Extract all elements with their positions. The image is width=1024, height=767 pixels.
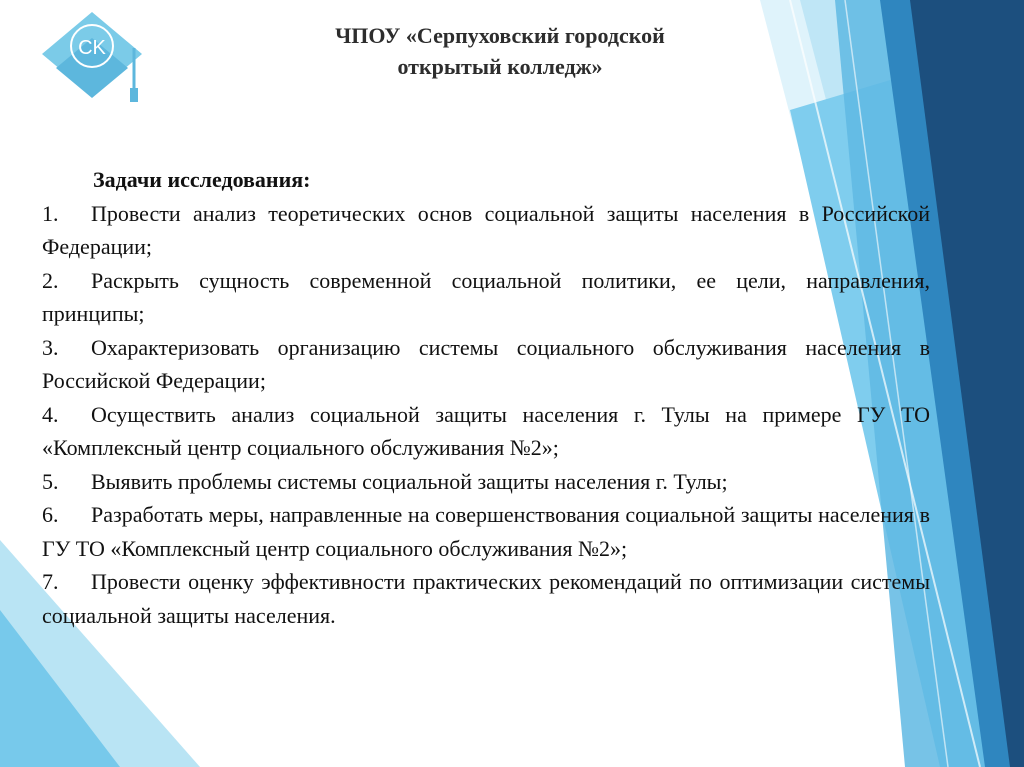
page-title xyxy=(230,20,770,82)
task-number: 7. xyxy=(42,569,59,594)
task-item xyxy=(42,465,930,499)
task-item xyxy=(42,264,930,331)
task-text: Раскрыть сущность современной социальной политики, ее цели, направления, принципы; xyxy=(42,267,930,326)
task-number: 2. xyxy=(42,267,59,293)
title-line-2: открытый колледж» xyxy=(397,54,603,79)
task-text: Осуществить анализ социальной защиты населения г. Тулы на примере ГУ ТО «Комплексный центр социального обслуживания №2»; xyxy=(42,401,930,460)
task-item xyxy=(42,331,930,398)
task-text: Провести анализ теоретических основ социальной защиты населения в Российской Федерации; xyxy=(42,200,930,259)
task-item xyxy=(42,197,930,264)
task-number: 3. xyxy=(42,334,59,360)
task-number: 4. xyxy=(42,401,59,427)
logo-text: CK xyxy=(78,37,106,59)
task-text: Провести оценку эффективности практических рекомендаций по оптимизации системы социальной защиты населения. xyxy=(42,569,930,628)
college-logo xyxy=(36,8,148,116)
task-text: Выявить проблемы системы социальной защиты населения г. Тулы; xyxy=(91,468,728,494)
task-item xyxy=(42,498,930,565)
task-item xyxy=(42,565,930,632)
task-number: 1. xyxy=(42,200,59,226)
task-text: Охарактеризовать организацию системы социального обслуживания населения в Российской Федерации; xyxy=(42,334,930,393)
title-line-1: ЧПОУ «Серпуховский городской xyxy=(335,23,665,48)
research-tasks xyxy=(42,163,930,632)
tasks-heading: Задачи исследования: xyxy=(93,167,311,192)
task-number: 6. xyxy=(42,502,59,527)
task-number: 5. xyxy=(42,468,59,494)
task-item xyxy=(42,398,930,465)
task-text: Разработать меры, направленные на совершенствования социальной защиты населения в ГУ ТО «Комплексный центр социального обслуживания №2»; xyxy=(42,502,930,561)
